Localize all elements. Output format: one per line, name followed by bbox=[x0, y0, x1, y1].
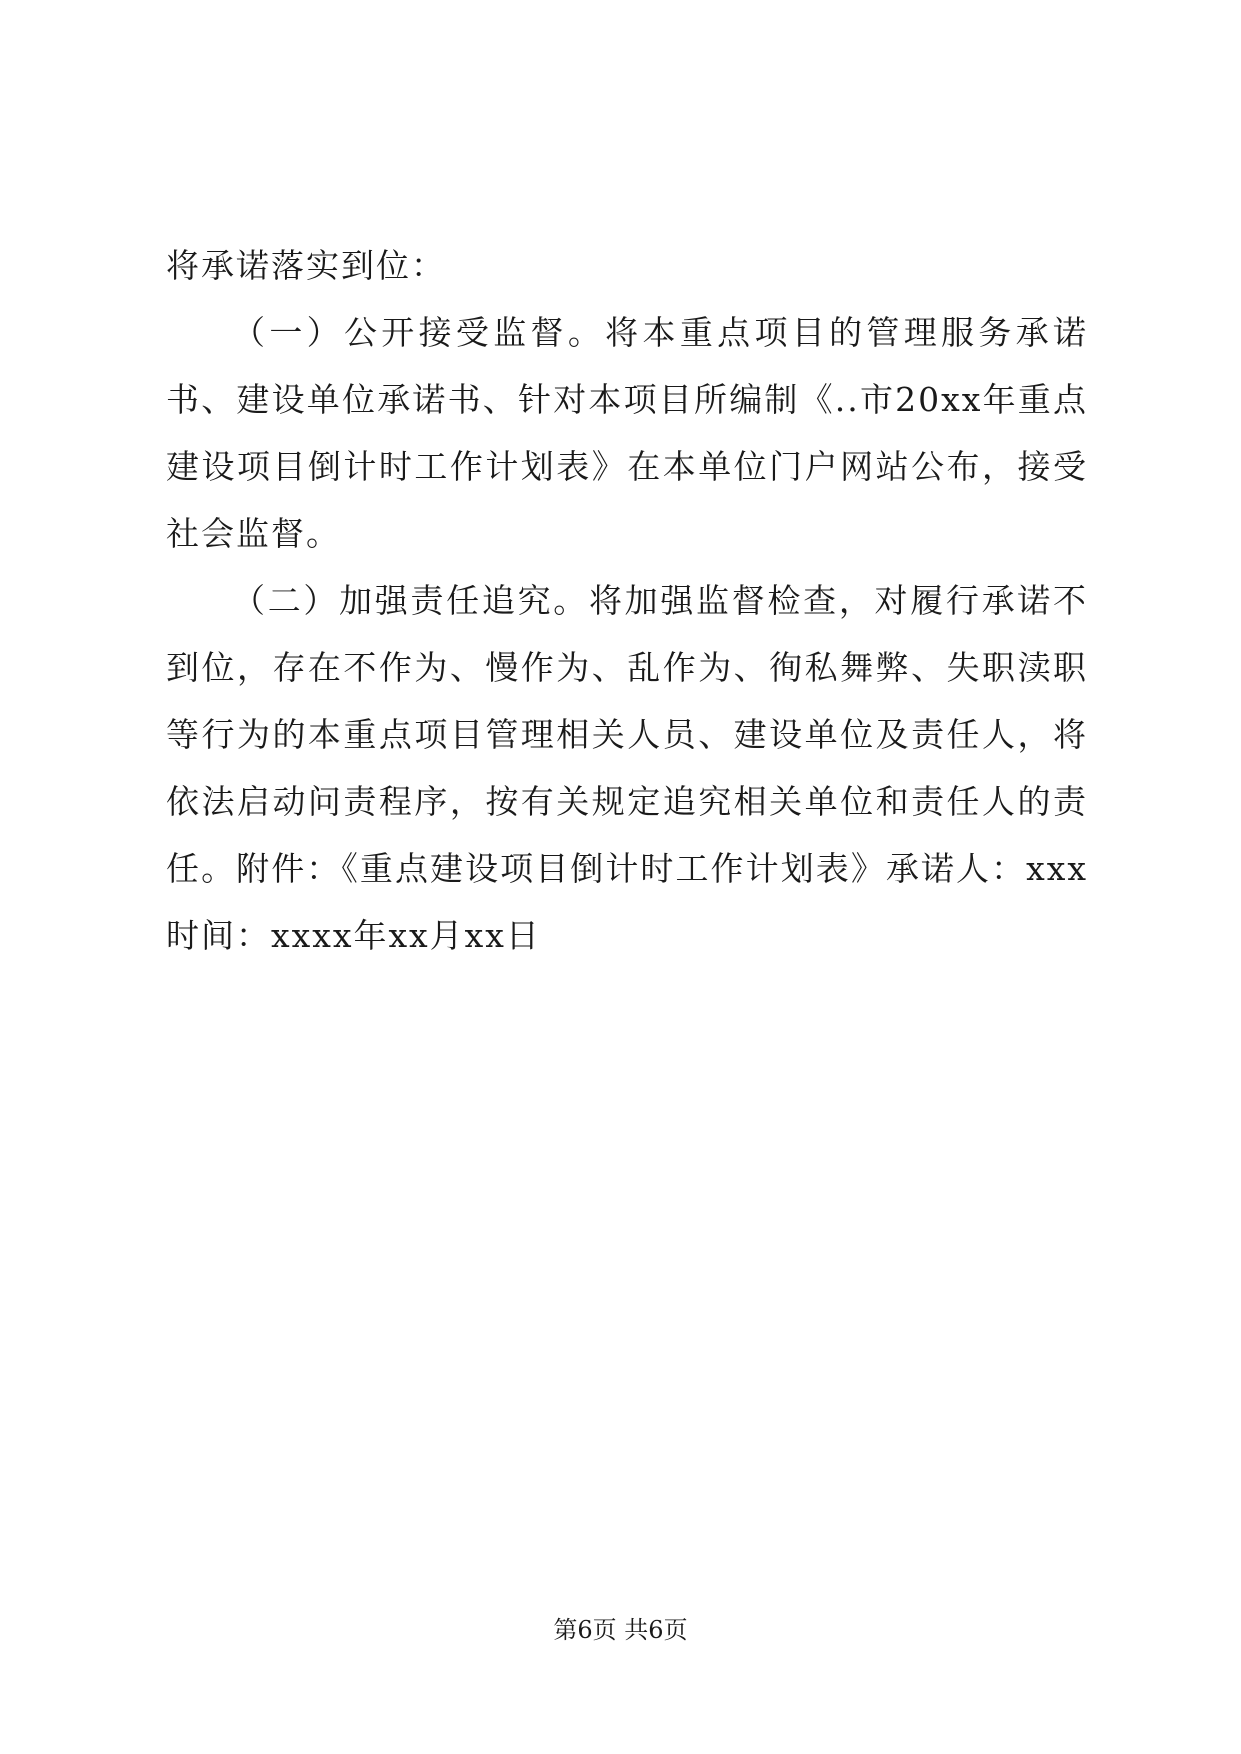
paragraph-supervision: （一）公开接受监督。将本重点项目的管理服务承诺书、建设单位承诺书、针对本项目所编制《..市20xx年重点建设项目倒计时工作计划表》在本单位门户网站公布，接受社会监督。 bbox=[166, 313, 1088, 553]
paragraph-intro: 将承诺落实到位： bbox=[166, 246, 446, 285]
page-number-footer: 第6页 共6页 bbox=[553, 1616, 688, 1644]
paragraph-accountability: （二）加强责任追究。将加强监督检查，对履行承诺不到位，存在不作为、慢作为、乱作为、徇私舞弊、失职渎职等行为的本重点项目管理相关人员、建设单位及责任人，将依法启动问责程序，按有关规定追究相关单位和责任人的责任。附件：《重点建设项目倒计时工作计划表》承诺人：xxx时间：xxxx年xx月xx日 bbox=[166, 581, 1088, 955]
document-body bbox=[166, 232, 1088, 969]
